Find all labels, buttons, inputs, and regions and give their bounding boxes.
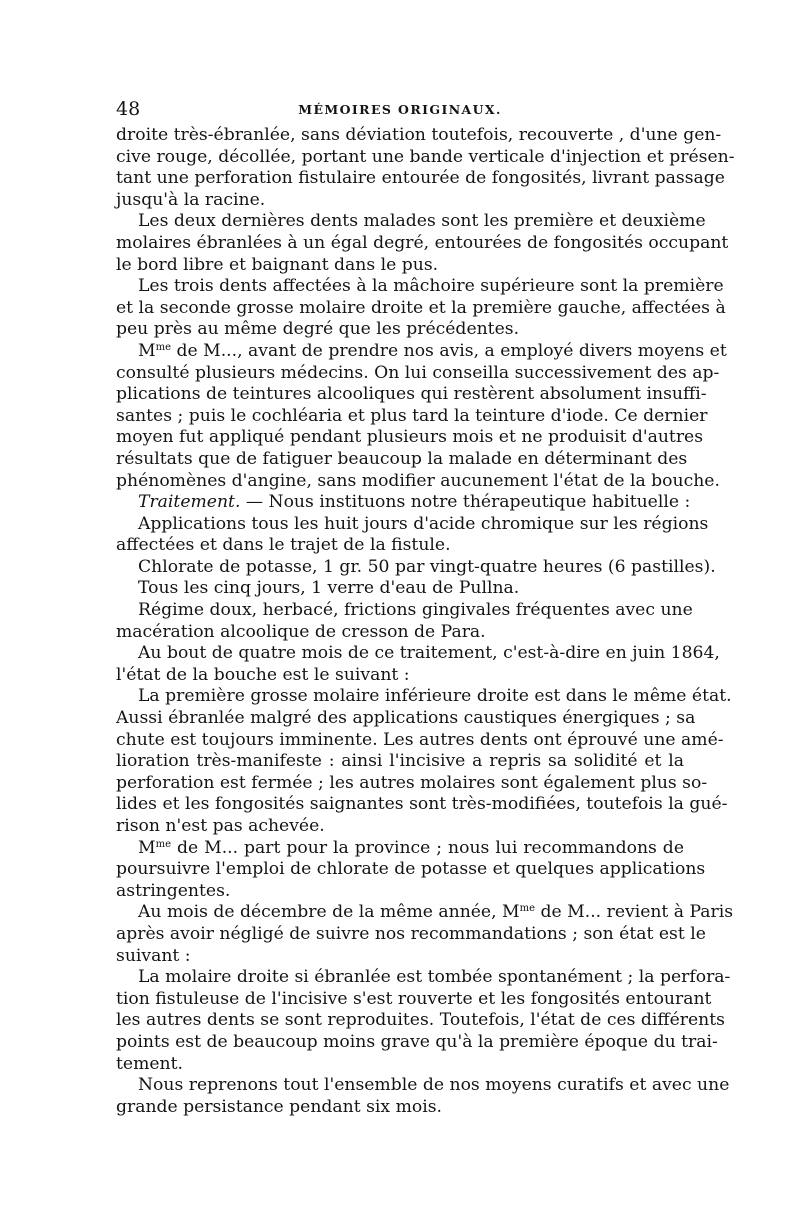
text-line: Les deux dernières dents malades sont les première et deuxième xyxy=(138,211,706,232)
text-line: peu près au même degré que les précédentes. xyxy=(116,319,520,340)
honorific-sup: me xyxy=(155,341,172,353)
text-line: plications de teintures alcooliques qui restèrent absolument insuffi- xyxy=(116,384,707,405)
line-text: Au mois de décembre de la même année, M xyxy=(138,902,520,923)
text-line: astringentes. xyxy=(116,880,231,901)
text-line: le bord libre et baignant dans le pus. xyxy=(116,254,439,275)
text-line: suivant : xyxy=(116,945,191,966)
text-line xyxy=(116,340,727,363)
text-line: jusqu'à la racine. xyxy=(116,189,266,210)
page-header xyxy=(116,96,684,124)
text-line: grande persistance pendant six mois. xyxy=(116,1096,443,1117)
honorific-sup: me xyxy=(155,838,172,850)
text-line: cive rouge, décollée, portant une bande verticale d'injection et présen- xyxy=(116,146,735,167)
text-line: poursuivre l'emploi de chlorate de potasse et quelques applications xyxy=(116,859,706,880)
text-line: les autres dents se sont reproduites. Toutefois, l'état de ces différents xyxy=(116,1010,725,1031)
text-line: La première grosse molaire inférieure droite est dans le même état. xyxy=(138,686,732,707)
text-line: rison n'est pas achevée. xyxy=(116,816,325,836)
text-line: santes ; puis le cochléaria et plus tard la teinture d'iode. Ce dernier xyxy=(116,405,708,426)
text-line: affectées et dans le trajet de la fistule. xyxy=(116,535,451,556)
text-line: macération alcoolique de cresson de Para. xyxy=(116,621,486,642)
page-number: 48 xyxy=(116,98,141,120)
text-line: Au bout de quatre mois de ce traitement, c'est-à-dire en juin 1864, xyxy=(138,643,720,664)
text-line: La molaire droite si ébranlée est tombée spontanément ; la perfora- xyxy=(138,967,731,988)
text-line: Chlorate de potasse, 1 gr. 50 par vingt-quatre heures (6 pastilles). xyxy=(138,556,716,577)
text-line: droite très-ébranlée, sans déviation toutefois, recouverte , d'une gen- xyxy=(116,125,722,145)
text-line: et la seconde grosse molaire droite et la première gauche, affectées à xyxy=(116,297,726,318)
text-line: Aussi ébranlée malgré des applications caustiques énergiques ; sa xyxy=(116,708,696,729)
text-line: Applications tous les huit jours d'acide chromique sur les régions xyxy=(138,513,709,534)
text-line: lides et les fongosités saignantes sont très-modifiées, toutefois la gué- xyxy=(116,794,728,815)
line-text: de M... revient à Paris xyxy=(535,902,734,923)
line-text: de M... part pour la province ; nous lui recommandons de xyxy=(171,837,684,858)
line-text: — Nous instituons notre thérapeutique habituelle : xyxy=(240,492,691,513)
text-line: Tous les cinq jours, 1 verre d'eau de Pullna. xyxy=(138,578,520,599)
text-line: lioration très-manifeste : ainsi l'incisive a repris sa solidité et la xyxy=(116,751,684,772)
line-text: de M..., avant de prendre nos avis, a employé divers moyens et xyxy=(171,340,727,361)
honorific: M xyxy=(138,837,156,858)
text-line: tant une perforation fistulaire entourée de fongosités, livrant passage xyxy=(116,168,725,189)
honorific-sup: me xyxy=(519,903,536,915)
text-line: chute est toujours imminente. Les autres dents ont éprouvé une amé- xyxy=(116,729,724,750)
text-line: tement. xyxy=(116,1053,183,1074)
text-line: Nous reprenons tout l'ensemble de nos moyens curatifs et avec une xyxy=(138,1075,730,1096)
section-label: Traitement. xyxy=(138,492,241,513)
text-line: moyen fut appliqué pendant plusieurs mois et ne produisit d'autres xyxy=(116,427,704,448)
text-line xyxy=(116,492,691,514)
text-line: tion fistuleuse de l'incisive s'est rouverte et les fongosités entourant xyxy=(116,988,712,1009)
text-line: Régime doux, herbacé, frictions gingivales fréquentes avec une xyxy=(138,600,693,621)
text-line: phénomènes d'angine, sans modifier aucunement l'état de la bouche. xyxy=(116,470,720,491)
text-line xyxy=(116,902,734,924)
text-line: points est de beaucoup moins grave qu'à la première époque du trai- xyxy=(116,1031,718,1052)
text-line: perforation est fermée ; les autres molaires sont également plus so- xyxy=(116,772,708,793)
text-line: l'état de la bouche est le suivant : xyxy=(116,664,410,685)
text-line: après avoir négligé de suivre nos recommandations ; son état est le xyxy=(116,923,706,944)
text-line xyxy=(116,838,684,860)
text-line: consulté plusieurs médecins. On lui conseilla successivement des ap- xyxy=(116,362,720,383)
text-line: molaires ébranlées à un égal degré, entourées de fongosités occupant xyxy=(116,232,729,253)
text-line: Les trois dents affectées à la mâchoire supérieure sont la première xyxy=(138,276,724,297)
text-line: résultats que de fatiguer beaucoup la malade en déterminant des xyxy=(116,448,688,469)
running-title: MÉMOIRES ORIGINAUX. xyxy=(298,102,502,117)
body-text xyxy=(116,125,735,1118)
honorific: M xyxy=(138,340,156,361)
